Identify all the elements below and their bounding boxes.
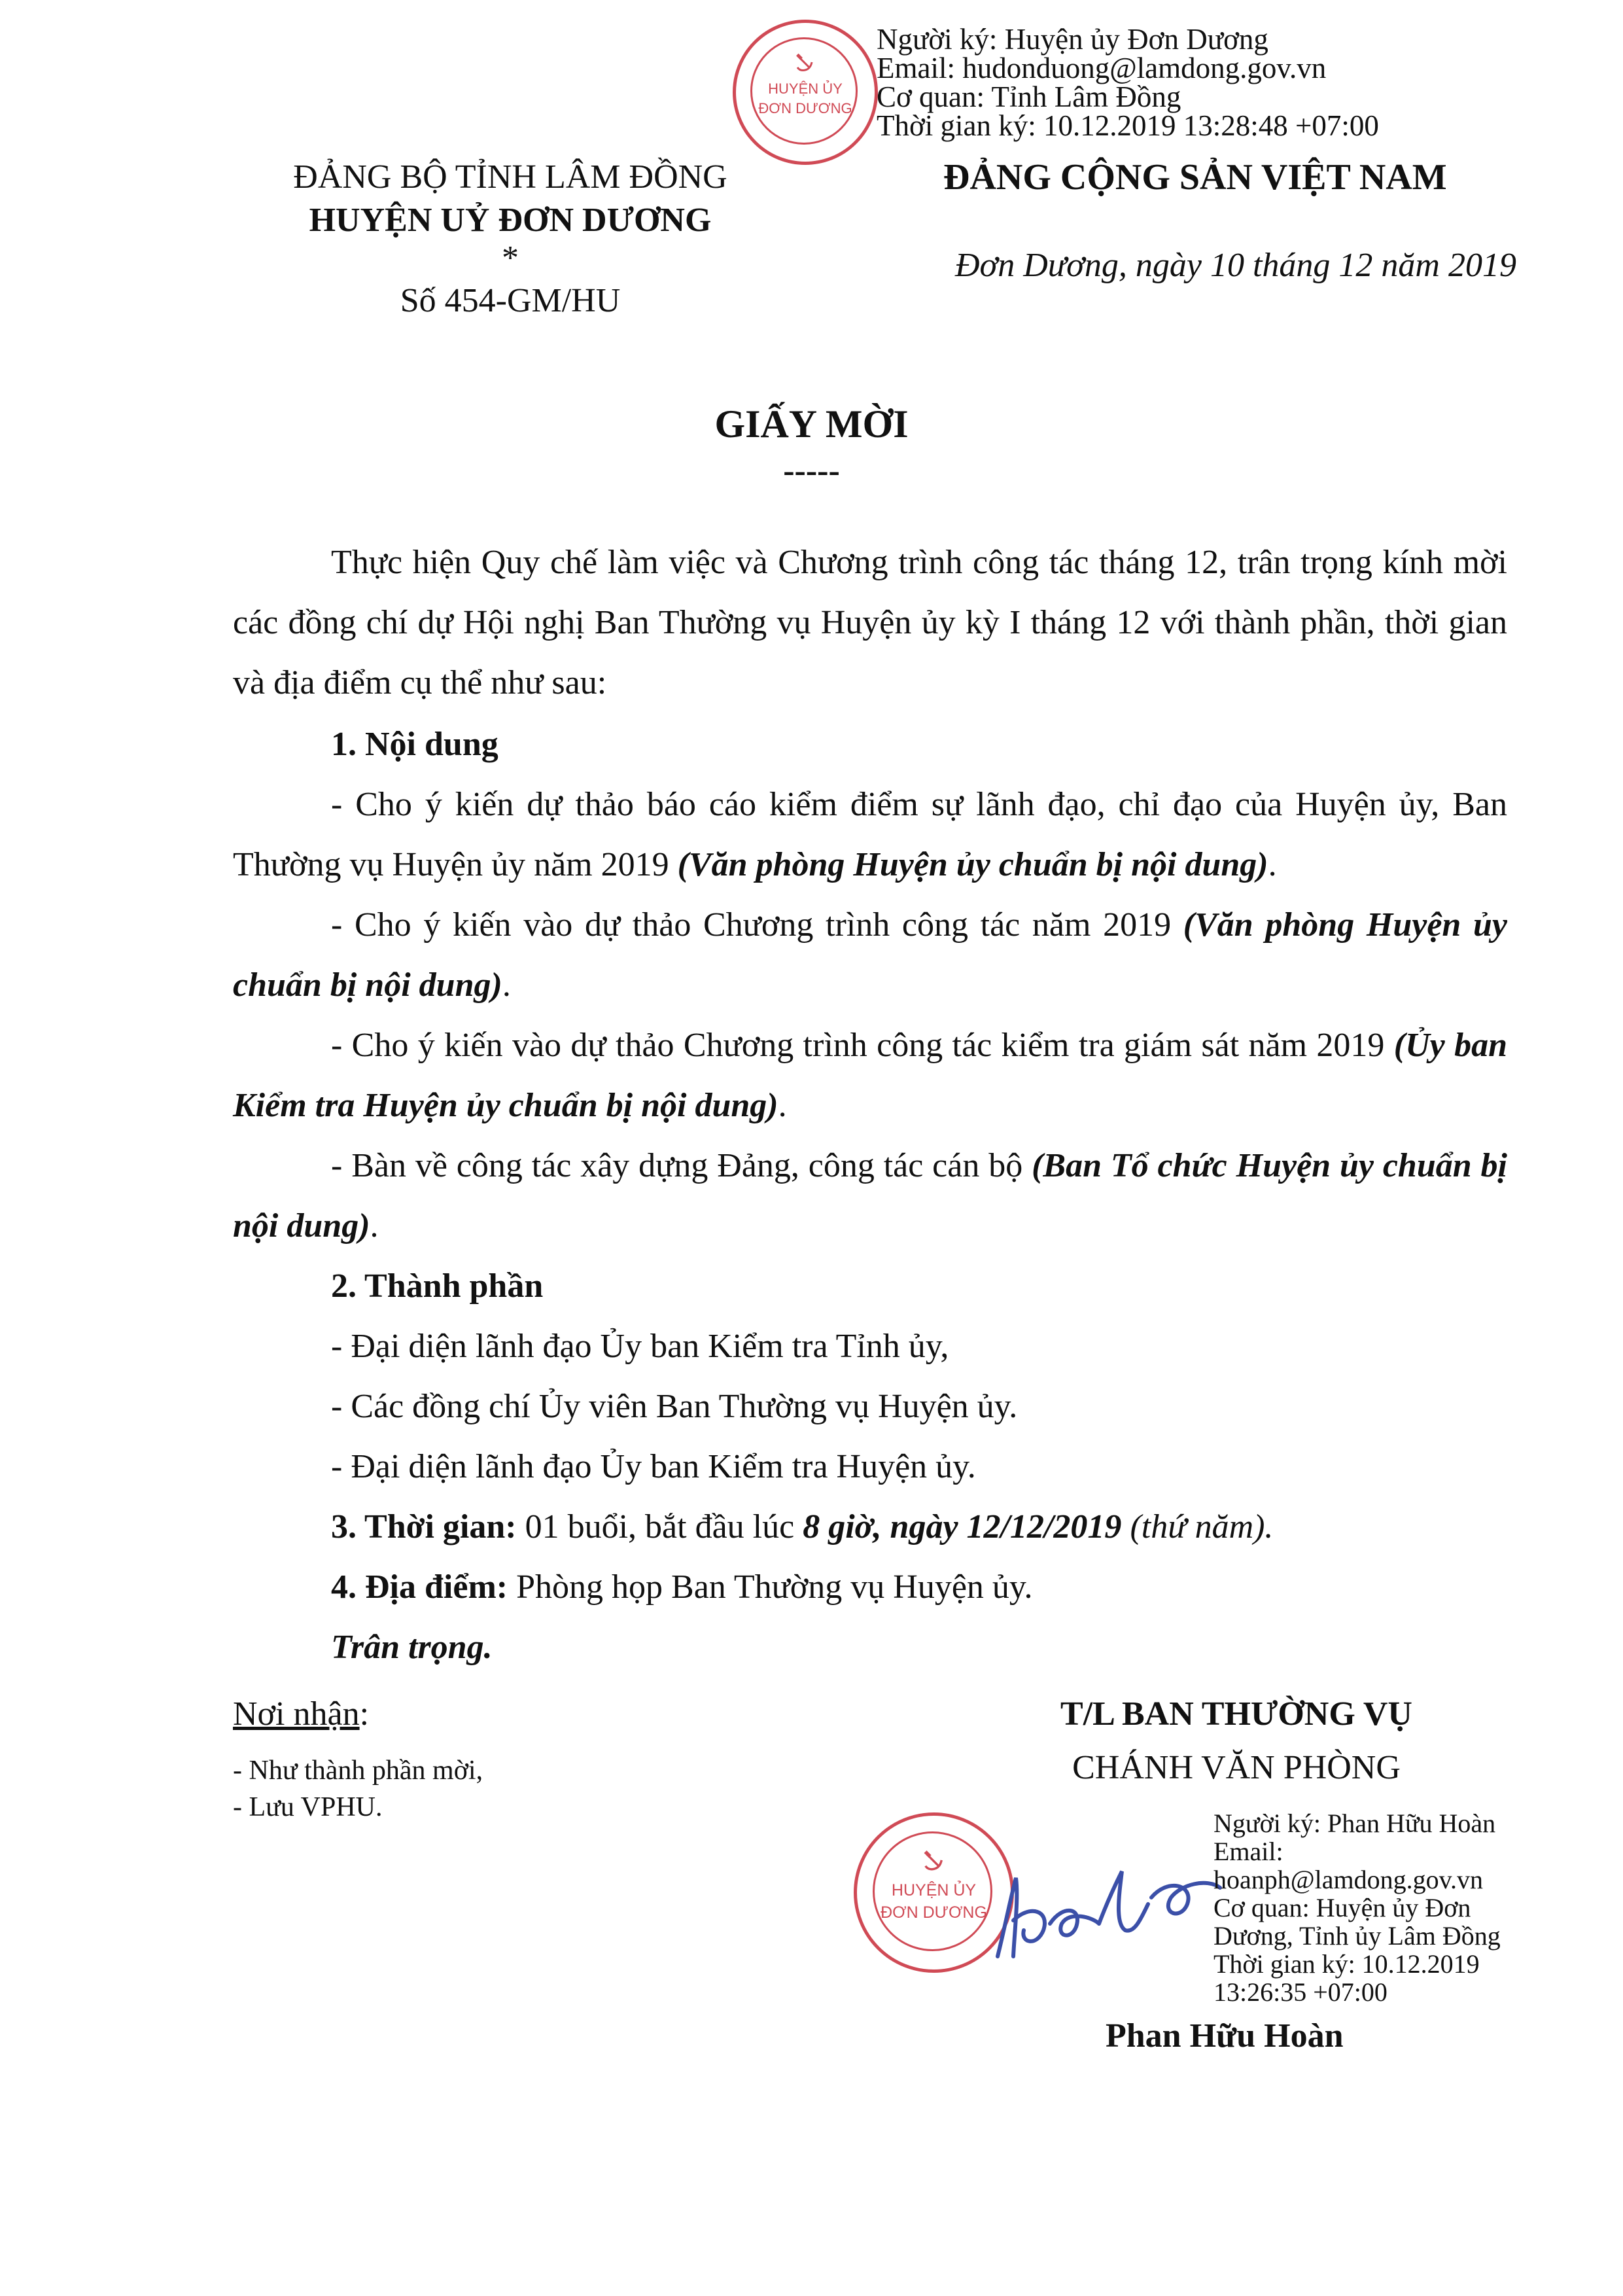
signature-agency-cont: Dương, Tỉnh ủy Lâm Đồng	[1213, 1921, 1501, 1951]
intro-paragraph: Thực hiện Quy chế làm việc và Chương trình công tác tháng 12, trân trọng kính mời các đồng chí dự Hội nghị Ban Thường vụ Huyện ủy kỳ I tháng 12 với thành phần, thời gian và địa điểm cụ thể như sau:	[233, 544, 1507, 701]
recipients-list	[233, 1752, 483, 1826]
participant-item-1: - Đại diện lãnh đạo Ủy ban Kiểm tra Tỉnh ủy,	[331, 1328, 949, 1365]
party-committee-province: ĐẢNG BỘ TỈNH LÂM ĐỒNG	[293, 158, 727, 196]
section-participants-heading: 2. Thành phần	[331, 1267, 544, 1305]
signature-email-label: Email:	[1213, 1837, 1283, 1866]
content-item-4: - Bàn về công tác xây dựng Đảng, công tác cán bộ (Ban Tổ chức Huyện ủy chuẩn bị nội dung).	[233, 1147, 1507, 1245]
content-item-2: - Cho ý kiến vào dự thảo Chương trình công tác năm 2019 (Văn phòng Huyện ủy chuẩn bị nội dung).	[233, 906, 1507, 1004]
handwritten-signature	[985, 1858, 1227, 1976]
hammer-sickle-icon	[921, 1848, 946, 1873]
section-time: 3. Thời gian: 01 buổi, bắt đầu lúc 8 giờ, ngày 12/12/2019 (thứ năm).	[331, 1508, 1274, 1545]
signature-signer: Người ký: Phan Hữu Hoàn	[1213, 1809, 1496, 1838]
seal-line2: ĐƠN DƯƠNG	[758, 100, 852, 116]
sign-authority: T/L BAN THƯỜNG VỤ	[1060, 1695, 1412, 1733]
party-seal-top	[733, 20, 878, 165]
left-header	[216, 156, 805, 327]
content-item-1: - Cho ý kiến dự thảo báo cáo kiểm điểm sự lãnh đạo, chỉ đạo của Huyện ủy, Ban Thường vụ Huyện ủy năm 2019 (Văn phòng Huyện ủy chuẩn bị nội dung).	[233, 786, 1507, 883]
hammer-sickle-icon	[794, 52, 816, 74]
sign-position: CHÁNH VĂN PHÒNG	[1072, 1749, 1401, 1786]
signature-agency: Cơ quan: Tỉnh Lâm Đồng	[877, 80, 1181, 113]
signature-time: Thời gian ký: 10.12.2019 13:28:48 +07:00	[877, 109, 1379, 142]
digital-signature-bottom	[1213, 1809, 1501, 2006]
closing-greeting: Trân trọng.	[331, 1629, 493, 1666]
section-content-heading: 1. Nội dung	[331, 726, 498, 763]
party-committee-district: HUYỆN UỶ ĐƠN DƯƠNG	[309, 202, 712, 239]
recipient-item: - Như thành phần mời,	[233, 1756, 483, 1786]
date-line: Đơn Dương, ngày 10 tháng 12 năm 2019	[954, 247, 1516, 284]
document-title: GIẤY MỜI	[714, 402, 909, 446]
seal-line2: ĐƠN DƯƠNG	[881, 1903, 987, 1922]
seal-line1: HUYỆN ỦY	[768, 80, 843, 97]
document-number: Số 454-GM/HU	[400, 282, 621, 319]
signature-signer: Người ký: Huyện ủy Đơn Dương	[877, 23, 1268, 56]
participant-item-3: - Đại diện lãnh đạo Ủy ban Kiểm tra Huyện ủy.	[331, 1448, 976, 1485]
signature-email: Email: hudonduong@lamdong.gov.vn	[877, 52, 1327, 84]
signer-name: Phan Hữu Hoàn	[1106, 2017, 1344, 2055]
header-star: *	[502, 239, 519, 277]
signature-time: Thời gian ký: 10.12.2019	[1213, 1949, 1480, 1979]
signature-time-cont: 13:26:35 +07:00	[1213, 1977, 1387, 2007]
party-name-title: ĐẢNG CỘNG SẢN VIỆT NAM	[943, 157, 1447, 198]
signature-email: hoanph@lamdong.gov.vn	[1213, 1865, 1483, 1894]
signature-agency: Cơ quan: Huyện ủy Đơn	[1213, 1893, 1471, 1922]
recipients-heading: Nơi nhận:	[233, 1695, 370, 1733]
content-item-3: - Cho ý kiến vào dự thảo Chương trình công tác kiểm tra giám sát năm 2019 (Ủy ban Kiểm tra Huyện ủy chuẩn bị nội dung).	[233, 1027, 1507, 1124]
digital-signature-top	[877, 25, 1379, 140]
participant-item-2: - Các đồng chí Ủy viên Ban Thường vụ Huyện ủy.	[331, 1388, 1018, 1425]
recipient-item: - Lưu VPHU.	[233, 1792, 383, 1822]
title-dashes: -----	[783, 452, 840, 489]
seal-line1: HUYỆN ỦY	[891, 1881, 977, 1899]
section-location: 4. Địa điểm: Phòng họp Ban Thường vụ Huyện ủy.	[331, 1568, 1033, 1606]
